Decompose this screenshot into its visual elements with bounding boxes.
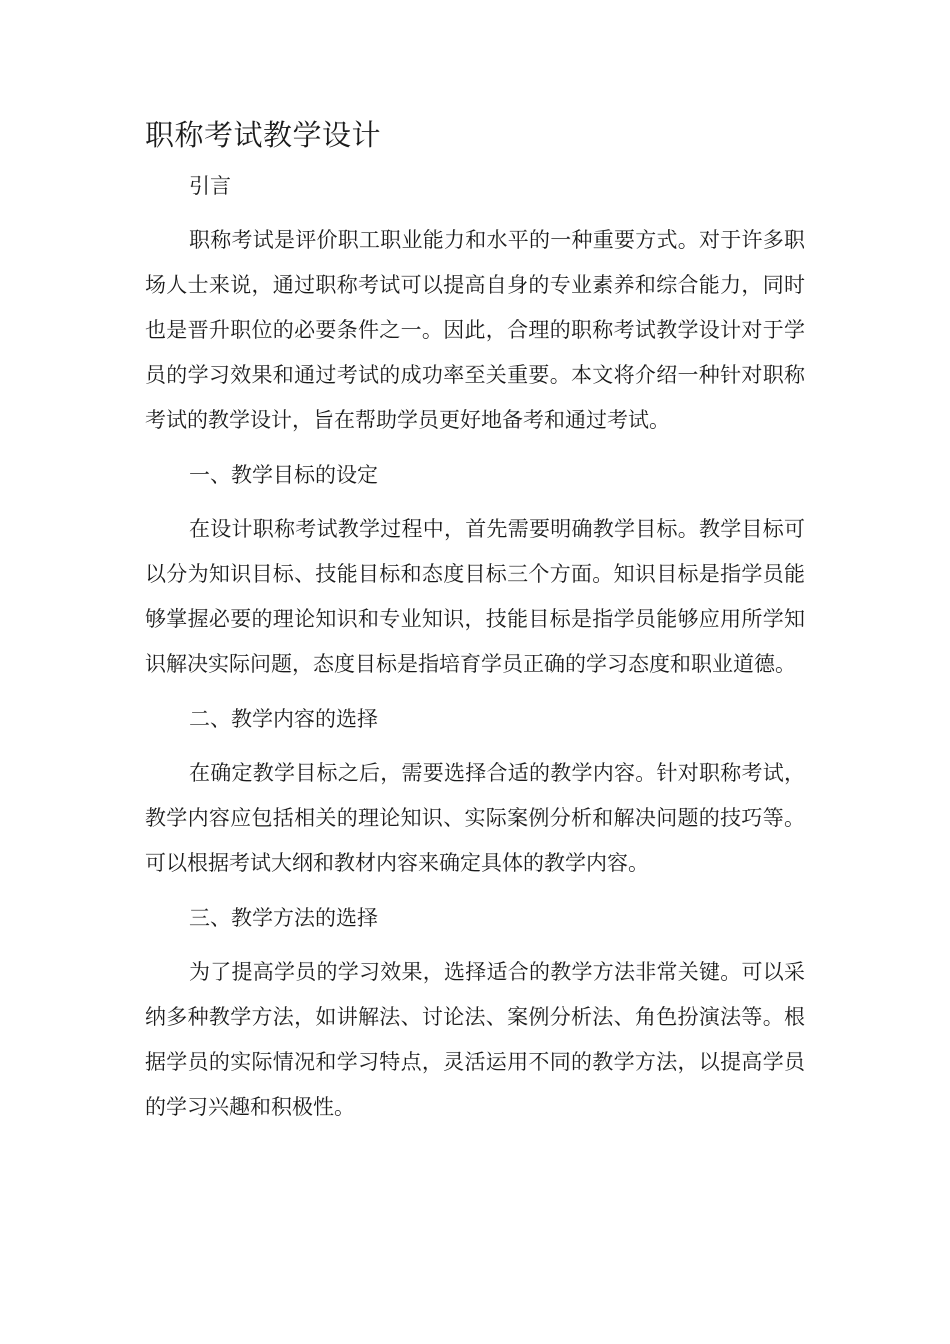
section-heading-methods: 三、教学方法的选择 <box>189 906 378 930</box>
paragraph-objectives: 在设计职称考试教学过程中，首先需要明确教学目标。教学目标可以分为知识目标、技能目标和态度目标三个方面。知识目标是指学员能够掌握必要的理论知识和专业知识，技能目标是指学员能够应用所学知识解决实际问题，态度目标是指培育学员正确的学习态度和职业道德。 <box>145 517 805 676</box>
document-page <box>145 112 805 1140</box>
section-heading-objectives: 一、教学目标的设定 <box>189 463 378 487</box>
section-heading-content: 二、教学内容的选择 <box>189 707 378 731</box>
section-heading-intro: 引言 <box>189 174 231 198</box>
paragraph-content: 在确定教学目标之后，需要选择合适的教学内容。针对职称考试，教学内容应包括相关的理论知识、实际案例分析和解决问题的技巧等。可以根据考试大纲和教材内容来确定具体的教学内容。 <box>145 761 805 875</box>
paragraph-methods: 为了提高学员的学习效果，选择适合的教学方法非常关键。可以采纳多种教学方法，如讲解法、讨论法、案例分析法、角色扮演法等。根据学员的实际情况和学习特点，灵活运用不同的教学方法，以提高学员的学习兴趣和积极性。 <box>145 960 805 1119</box>
document-title: 职称考试教学设计 <box>145 118 382 152</box>
paragraph-intro: 职称考试是评价职工职业能力和水平的一种重要方式。对于许多职场人士来说，通过职称考试可以提高自身的专业素养和综合能力，同时也是晋升职位的必要条件之一。因此，合理的职称考试教学设计对于学员的学习效果和通过考试的成功率至关重要。本文将介绍一种针对职称考试的教学设计，旨在帮助学员更好地备考和通过考试。 <box>145 228 805 432</box>
